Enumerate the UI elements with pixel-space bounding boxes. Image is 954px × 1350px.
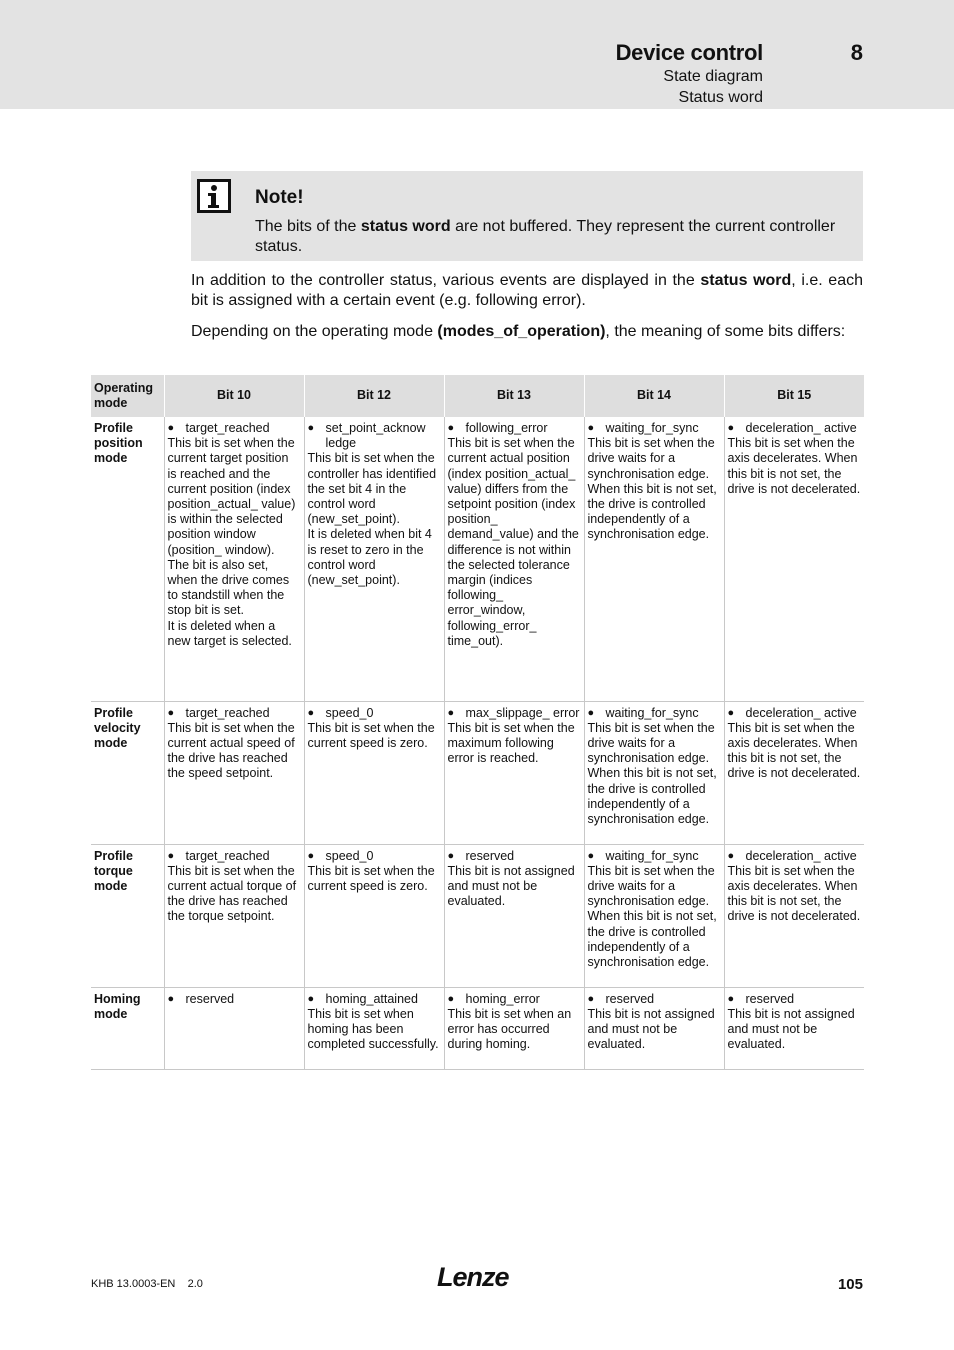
bullet-icon: ● xyxy=(727,422,735,434)
bit-name: speed_0 xyxy=(325,848,374,863)
table-row xyxy=(91,844,864,987)
bit-cell xyxy=(304,701,444,844)
note-box xyxy=(191,171,863,261)
bullet-icon: ● xyxy=(727,849,735,862)
info-icon xyxy=(197,179,231,213)
bit-cell xyxy=(724,701,864,844)
bit-name: deceleration_ active xyxy=(745,421,857,435)
note-text: The bits of the status word are not buffered. They represent the current controller status. xyxy=(255,218,836,255)
note-title: Note! xyxy=(255,187,304,208)
bit-description: This bit is set when the current actual position (index position_actual_ value) differs from the setpoint position (index position_ demand_value) and the difference is not within the selected tolerance margin (indices following_ error_window, following_error_ time_out). xyxy=(447,436,579,648)
bit-cell xyxy=(444,417,584,701)
bit-name: target_reached xyxy=(185,421,270,435)
bit-description: This bit is set when the current target position is reached and the current position (index position_actual_ value) is within the selected position window (position_ window). The bit is also set, when the drive comes to standstill when the stop bit is set. It is deleted when a new target is selected. xyxy=(167,436,296,648)
bit-description: This bit is set when homing has been completed successfully. xyxy=(307,1006,439,1052)
column-header: Bit 14 xyxy=(584,375,724,417)
bit-description: This bit is not assigned and must not be evaluated. xyxy=(727,1006,855,1052)
header-band xyxy=(0,0,954,109)
bullet-icon: ● xyxy=(587,706,595,719)
bit-name: deceleration_ active xyxy=(745,848,857,863)
bullet-icon: ● xyxy=(587,422,595,434)
page-title: Device control xyxy=(615,40,763,65)
table-row xyxy=(91,987,864,1069)
bit-cell xyxy=(584,844,724,987)
bit-name: homing_error xyxy=(465,991,540,1006)
bullet-icon: ● xyxy=(447,849,455,862)
document-version: 2.0 xyxy=(187,1278,203,1290)
bullet-icon: ● xyxy=(447,422,455,434)
bit-cell xyxy=(444,844,584,987)
bit-cell xyxy=(164,701,304,844)
bit-cell xyxy=(164,417,304,701)
bit-description: This bit is set when the current actual speed of the drive has reached the speed setpoint. xyxy=(167,720,295,781)
bullet-icon: ● xyxy=(447,706,455,719)
bullet-icon: ● xyxy=(307,422,315,434)
section-subtitle: State diagram xyxy=(663,68,763,85)
bit-description: This bit is set when the drive waits for a synchronisation edge. When this bit is not set, the drive is controlled independently of a synchronisation edge. xyxy=(587,863,717,969)
column-header: Bit 10 xyxy=(164,375,304,417)
bit-cell xyxy=(584,987,724,1069)
brand-logo: Lenze xyxy=(437,1262,509,1292)
bullet-icon: ● xyxy=(307,992,315,1005)
bit-name: waiting_for_sync xyxy=(605,421,699,435)
bit-cell xyxy=(164,844,304,987)
bit-name: target_reached xyxy=(185,848,270,863)
mode-cell: Profile position mode xyxy=(91,417,164,701)
bit-cell xyxy=(444,987,584,1069)
bullet-icon: ● xyxy=(167,992,175,1005)
bullet-icon: ● xyxy=(167,422,175,434)
bit-description: This bit is set when the current speed is zero. xyxy=(307,720,435,750)
table-row xyxy=(91,701,864,844)
bullet-icon: ● xyxy=(307,849,315,862)
bit-name: reserved xyxy=(605,991,655,1006)
bit-cell xyxy=(724,987,864,1069)
bit-description: This bit is set when the current speed is zero. xyxy=(307,863,435,893)
bullet-icon: ● xyxy=(727,992,735,1005)
mode-cell: Profile velocity mode xyxy=(91,701,164,844)
bit-name: speed_0 xyxy=(325,705,374,720)
bit-cell xyxy=(304,987,444,1069)
column-header: Bit 15 xyxy=(724,375,864,417)
bit-name: set_point_acknow ledge xyxy=(325,421,426,451)
bit-cell xyxy=(724,844,864,987)
bit-name: max_slippage_ error xyxy=(465,705,580,720)
bit-name: target_reached xyxy=(185,705,270,720)
bit-description: This bit is set when the current actual torque of the drive has reached the torque setpoint. xyxy=(167,863,297,924)
bit-name: homing_attained xyxy=(325,991,418,1006)
bit-cell xyxy=(724,417,864,701)
bit-name: reserved xyxy=(745,991,795,1006)
column-header: Bit 13 xyxy=(444,375,584,417)
status-bits-table xyxy=(91,375,864,1070)
bit-description: This bit is set when the axis decelerates. When this bit is not set, the drive is not decelerated. xyxy=(727,863,861,924)
intro-paragraph: In addition to the controller status, various events are displayed in the status word, i.e. each bit is assigned with a certain event (e.g. following error). xyxy=(191,272,863,309)
bit-description: This bit is set when the drive waits for a synchronisation edge. When this bit is not set, the drive is controlled independently of a synchronisation edge. xyxy=(587,720,717,826)
bit-description: This bit is set when the drive waits for a synchronisation edge. When this bit is not set, the drive is controlled independently of a synchronisation edge. xyxy=(587,436,717,542)
bit-cell xyxy=(444,701,584,844)
bit-cell xyxy=(584,417,724,701)
page-number: 105 xyxy=(837,1276,863,1293)
column-header: Bit 12 xyxy=(304,375,444,417)
bit-name: reserved xyxy=(465,848,515,863)
mode-cell: Profile torque mode xyxy=(91,844,164,987)
bullet-icon: ● xyxy=(587,849,595,862)
chapter-number: 8 xyxy=(850,40,863,65)
bit-cell xyxy=(304,844,444,987)
bullet-icon: ● xyxy=(167,849,175,862)
bit-description: This bit is not assigned and must not be evaluated. xyxy=(587,1006,715,1052)
bullet-icon: ● xyxy=(727,706,735,719)
mode-cell: Homing mode xyxy=(91,987,164,1069)
bit-description: This bit is set when the controller has identified the set bit 4 in the control word (new_set_point). It is deleted when bit 4 is reset to zero in the control word (new_set_point). xyxy=(307,451,437,588)
bit-name: reserved xyxy=(185,991,235,1006)
bit-description: This bit is set when an error has occurred during homing. xyxy=(447,1006,572,1052)
bit-cell xyxy=(304,417,444,701)
table-row xyxy=(91,417,864,701)
bullet-icon: ● xyxy=(587,992,595,1005)
bit-cell xyxy=(164,987,304,1069)
bullet-icon: ● xyxy=(167,706,175,719)
bit-description: This bit is set when the maximum following error is reached. xyxy=(447,720,575,766)
bit-name: deceleration_ active xyxy=(745,705,857,720)
bullet-icon: ● xyxy=(307,706,315,719)
bit-cell xyxy=(584,701,724,844)
bit-description: This bit is set when the axis decelerates. When this bit is not set, the drive is not decelerated. xyxy=(727,720,861,781)
mode-paragraph: Depending on the operating mode (modes_of_operation), the meaning of some bits differs: xyxy=(191,323,846,340)
table-header-row xyxy=(91,375,864,417)
bit-description: This bit is not assigned and must not be evaluated. xyxy=(447,863,575,909)
column-header: Operating mode xyxy=(91,375,164,417)
bit-description: This bit is set when the axis decelerates. When this bit is not set, the drive is not decelerated. xyxy=(727,436,861,496)
bit-name: waiting_for_sync xyxy=(605,848,699,863)
subsection-subtitle: Status word xyxy=(678,89,763,106)
bit-name: waiting_for_sync xyxy=(605,705,699,720)
bit-name: following_error xyxy=(465,421,548,435)
document-id: KHB 13.0003-EN 2.0 xyxy=(91,1278,203,1290)
bullet-icon: ● xyxy=(447,992,455,1005)
